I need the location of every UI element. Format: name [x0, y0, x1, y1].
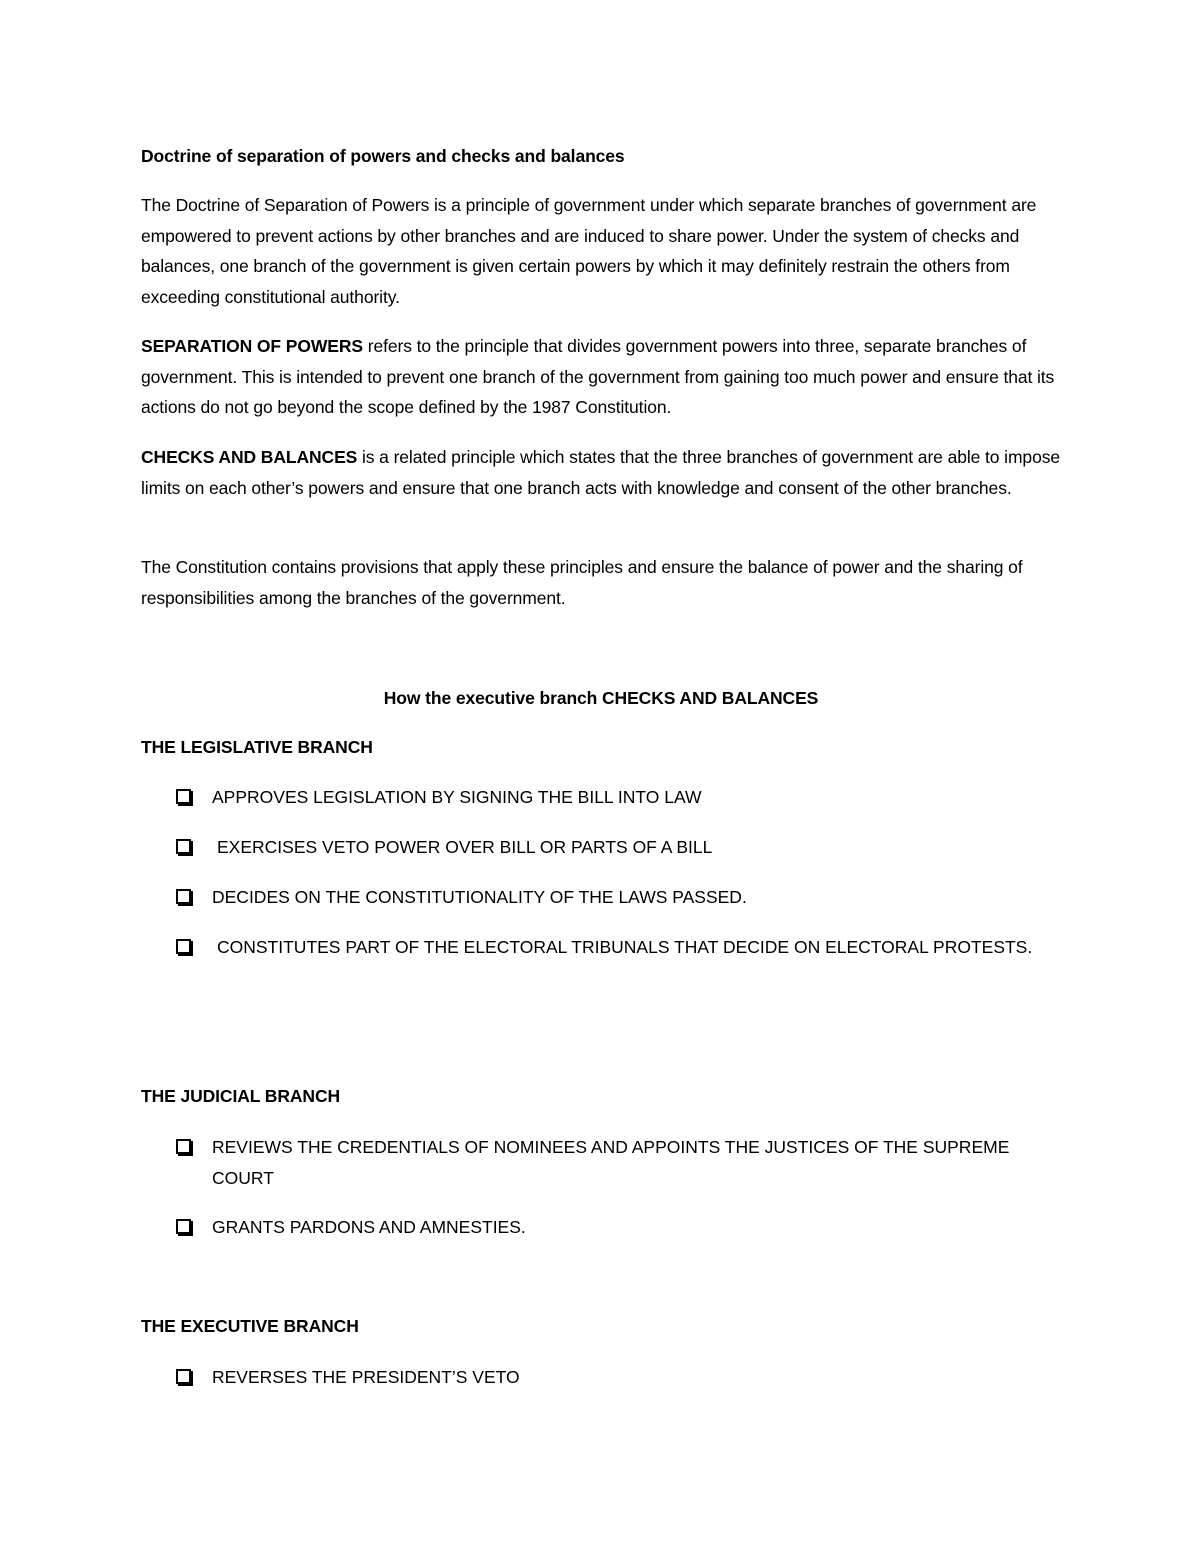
checks-term: CHECKS AND BALANCES — [141, 447, 358, 467]
constitution-paragraph: The Constitution contains provisions that apply these principles and ensure the balance of power and the sharing of responsibilities among the branches of the government. — [141, 557, 1023, 608]
executive-heading: THE EXECUTIVE BRANCH — [141, 1316, 359, 1336]
document-title: Doctrine of separation of powers and checks and balances — [141, 146, 625, 166]
list-item-text: GRANTS PARDONS AND AMNESTIES. — [212, 1217, 526, 1237]
checkbox-icon — [176, 1369, 191, 1384]
legislative-heading: THE LEGISLATIVE BRANCH — [141, 737, 373, 757]
list-item — [176, 932, 1056, 963]
list-item — [176, 1212, 1056, 1243]
separation-text: refers to the principle that divides government powers into three, separate branches of government. This is intended to prevent one branch of the government from gaining too much power and ensure that its actions do not go beyond the scope defined by the 1987 Constitution. — [141, 336, 1055, 417]
checkbox-icon — [176, 789, 191, 804]
checks-paragraph — [141, 442, 1061, 503]
list-item — [176, 832, 1056, 863]
list-item — [176, 1362, 1056, 1393]
list-item-text: APPROVES LEGISLATION BY SIGNING THE BILL INTO LAW — [212, 787, 702, 807]
separation-paragraph — [141, 331, 1061, 423]
list-item — [176, 882, 1056, 913]
list-item-text: REVERSES THE PRESIDENT’S VETO — [212, 1367, 520, 1387]
list-item-text: CONSTITUTES PART OF THE ELECTORAL TRIBUNALS THAT DECIDE ON ELECTORAL PROTESTS. — [217, 937, 1033, 957]
checks-text: is a related principle which states that the three branches of government are able to impose limits on each other’s powers and ensure that one branch acts with knowledge and consent of the other branches. — [141, 447, 1060, 498]
section-heading: How the executive branch CHECKS AND BALANCES — [383, 688, 819, 708]
judicial-heading: THE JUDICIAL BRANCH — [141, 1086, 341, 1106]
checkbox-icon — [176, 1139, 191, 1154]
checkbox-icon — [176, 889, 191, 904]
list-item — [176, 1132, 1056, 1193]
intro-paragraph: The Doctrine of Separation of Powers is a principle of government under which separate branches of government are empowered to prevent actions by other branches and are induced to share power. Under the system of checks and balances, one branch of the government is given certain powers by which it may definitely restrain the others from exceeding constitutional authority. — [141, 195, 1037, 307]
checkbox-icon — [176, 839, 191, 854]
list-item-text: EXERCISES VETO POWER OVER BILL OR PARTS OF A BILL — [217, 837, 713, 857]
list-item-text: DECIDES ON THE CONSTITUTIONALITY OF THE LAWS PASSED. — [212, 887, 747, 907]
list-item-text: REVIEWS THE CREDENTIALS OF NOMINEES AND APPOINTS THE JUSTICES OF THE SUPREME COURT — [212, 1137, 1010, 1188]
checkbox-icon — [176, 1219, 191, 1234]
separation-term: SEPARATION OF POWERS — [141, 336, 363, 356]
checkbox-icon — [176, 939, 191, 954]
list-item — [176, 782, 1056, 813]
